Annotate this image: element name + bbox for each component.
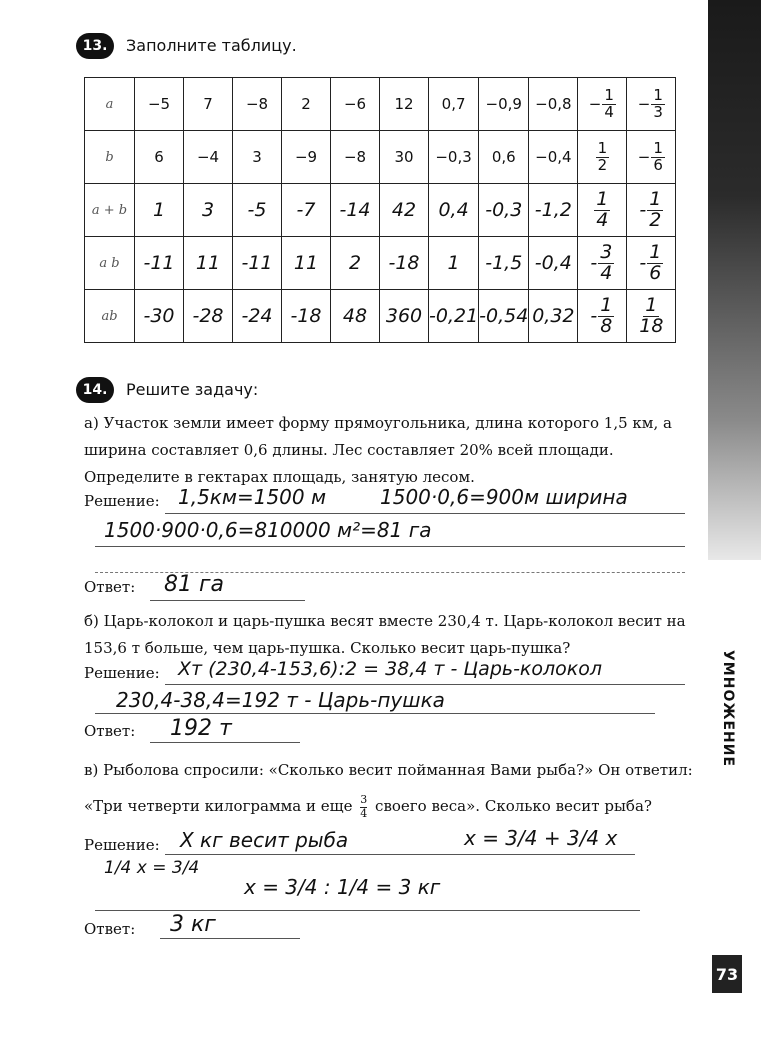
task-14c-rule-1 [165, 854, 635, 855]
task-14b-text: б) Царь-колокол и царь-пушка весят вместе 230,4 т. Царь-колокол весит на 153,6 т больше, чем царь-пушка. Сколько весит царь-пушка? [84, 612, 686, 657]
table-row [85, 131, 676, 184]
table-cell: -28 [184, 290, 233, 343]
task-14c-answer-rule [160, 938, 300, 939]
task-14c-rule-2 [95, 910, 640, 911]
table-cell: 7 [184, 78, 233, 131]
table-row [85, 78, 676, 131]
task-14c-answer-label: Ответ: [84, 920, 136, 938]
table-cell: 6 [135, 131, 184, 184]
fraction-sign: - [639, 252, 647, 274]
table-cell: 48 [331, 290, 380, 343]
task-13-heading: Заполните таблицу. [126, 36, 297, 55]
task-14a-rule-2 [95, 546, 685, 547]
task-14a-work-1b: 1500·0,6=900м ширина [380, 485, 628, 509]
task-14c-work-1a: Х кг весит рыба [180, 828, 349, 852]
task-14c-work-1b: х = 3/4 + 3/4 х [464, 826, 618, 850]
table-cell: −0,4 [529, 131, 578, 184]
fraction [647, 240, 663, 284]
table-cell: -11 [233, 237, 282, 290]
task-14b-answer-label: Ответ: [84, 722, 136, 740]
task-14c-text-part1: в) Рыболова спросили: «Сколько весит пойманная Вами рыба?» Он ответил: «Три четверти килограмма и еще [84, 761, 693, 815]
table-cell: -5 [233, 184, 282, 237]
table-cell: 1 [429, 237, 479, 290]
values-table [84, 77, 676, 343]
fraction-denominator: 4 [596, 208, 609, 231]
task-14c-fraction [360, 794, 367, 819]
fraction-numerator: 1 [596, 187, 609, 210]
task-14c-solution-label: Решение: [84, 836, 160, 854]
task-14c-text-part2: своего веса». Сколько весит рыба? [375, 797, 652, 815]
table-cell: 0,32 [529, 290, 578, 343]
fraction-numerator: 1 [649, 240, 662, 263]
chapter-tab [708, 0, 761, 560]
table-cell: -30 [135, 290, 184, 343]
table-cell [578, 290, 627, 343]
fraction [647, 187, 663, 231]
table-cell [627, 237, 676, 290]
fraction-numerator: 3 [600, 240, 613, 263]
row-header: a + b [85, 184, 135, 237]
table-cell: -18 [380, 237, 429, 290]
table-cell: -18 [282, 290, 331, 343]
table-cell: −9 [282, 131, 331, 184]
table-cell: -14 [331, 184, 380, 237]
table-cell: 1 [135, 184, 184, 237]
fraction-denominator: 4 [604, 102, 614, 121]
table-cell: 360 [380, 290, 429, 343]
fraction [594, 187, 610, 231]
table-cell: 11 [282, 237, 331, 290]
table-cell: −0,9 [479, 78, 529, 131]
task-14b-rule-1 [165, 684, 685, 685]
task-14-heading: Решите задачу: [126, 380, 259, 399]
fraction [637, 293, 665, 337]
table-cell [578, 184, 627, 237]
table-cell: 42 [380, 184, 429, 237]
table-cell: -1,2 [529, 184, 578, 237]
fraction-numerator: 1 [653, 85, 663, 104]
table-cell: −4 [184, 131, 233, 184]
table-cell: −6 [331, 78, 380, 131]
fraction-numerator: 1 [653, 138, 663, 157]
fraction-denominator: 2 [597, 155, 608, 174]
table-cell: −0,8 [529, 78, 578, 131]
fraction-numerator: 1 [600, 293, 613, 316]
table-cell: 0,6 [479, 131, 529, 184]
table-row [85, 184, 676, 237]
table-cell: 0,4 [429, 184, 479, 237]
fraction [598, 240, 614, 284]
row-header: ab [85, 290, 135, 343]
task-14b-answer-rule [150, 742, 300, 743]
fraction [602, 85, 616, 121]
task-14c-work-2: 1/4 х = 3/4 [104, 858, 200, 878]
table-row [85, 237, 676, 290]
table-cell [578, 237, 627, 290]
fraction-numerator: 1 [597, 138, 608, 157]
fraction [651, 138, 665, 174]
table-cell: -0,3 [479, 184, 529, 237]
page-number: 73 [712, 955, 742, 993]
task-14c-frac-num: 3 [360, 793, 368, 807]
task-14a-answer: 81 га [164, 572, 225, 597]
fraction-numerator: 1 [645, 293, 658, 316]
task-14b-rule-2 [95, 713, 655, 714]
section-title: УМНОЖЕНИЕ [720, 650, 736, 768]
task-14c-text [84, 752, 694, 824]
table-cell [627, 290, 676, 343]
table-cell: -0,54 [479, 290, 529, 343]
task-13-badge: 13. [76, 33, 114, 59]
task-14a-answer-label: Ответ: [84, 578, 136, 596]
row-header: a [85, 78, 135, 131]
table-cell [627, 78, 676, 131]
fraction-sign: − [588, 95, 602, 113]
fraction-sign: − [637, 148, 651, 166]
table-cell: -11 [135, 237, 184, 290]
fraction-sign: - [590, 252, 598, 274]
table-cell: −8 [331, 131, 380, 184]
table-cell: -7 [282, 184, 331, 237]
table-cell: 11 [184, 237, 233, 290]
table-cell [627, 131, 676, 184]
task-14b-solution-label: Решение: [84, 664, 160, 682]
fraction-numerator: 1 [649, 187, 662, 210]
fraction [598, 293, 614, 337]
task-14b-work-2: 230,4-38,4=192 т - Царь-пушка [116, 688, 445, 712]
fraction-denominator: 8 [600, 314, 613, 337]
table-cell: −5 [135, 78, 184, 131]
table-cell: 3 [184, 184, 233, 237]
fraction-sign: - [590, 305, 598, 327]
table-cell: 0,7 [429, 78, 479, 131]
task-14c-work-3: х = 3/4 : 1/4 = 3 кг [244, 875, 441, 899]
table-cell: 12 [380, 78, 429, 131]
table-cell: -0,21 [429, 290, 479, 343]
fraction-sign: − [637, 95, 651, 113]
table-cell: 2 [282, 78, 331, 131]
task-14-badge: 14. [76, 377, 114, 403]
table-row [85, 290, 676, 343]
task-14a-rule-1 [165, 513, 685, 514]
fraction-numerator: 1 [604, 85, 614, 104]
fraction-denominator: 2 [649, 208, 662, 231]
table-cell: −0,3 [429, 131, 479, 184]
fraction-sign: - [639, 199, 647, 221]
task-14a-work-2: 1500·900·0,6=810000 м²=81 га [104, 518, 432, 542]
table-cell: −8 [233, 78, 282, 131]
table-cell: 30 [380, 131, 429, 184]
table-cell: -0,4 [529, 237, 578, 290]
task-14c-answer: 3 кг [170, 912, 216, 937]
task-14a-answer-rule [150, 600, 305, 601]
fraction-denominator: 6 [649, 261, 662, 284]
task-14b-answer: 192 т [170, 716, 232, 741]
row-header: b [85, 131, 135, 184]
task-14a-work-1a: 1,5км=1500 м [178, 485, 327, 509]
fraction-denominator: 6 [653, 155, 663, 174]
table-cell [578, 131, 627, 184]
row-header: a b [85, 237, 135, 290]
fraction [651, 85, 665, 121]
task-14b-work-1: Хт (230,4-153,6):2 = 38,4 т - Царь-колокол [178, 658, 603, 680]
table-cell [627, 184, 676, 237]
fraction-denominator: 4 [600, 261, 613, 284]
fraction-denominator: 3 [653, 102, 663, 121]
table-cell: -1,5 [479, 237, 529, 290]
table-cell: 3 [233, 131, 282, 184]
table-cell: -24 [233, 290, 282, 343]
table-cell: 2 [331, 237, 380, 290]
table-cell [578, 78, 627, 131]
task-14c-frac-den: 4 [360, 806, 368, 820]
fraction [596, 138, 610, 174]
fraction-denominator: 18 [639, 314, 664, 337]
task-14a-solution-label: Решение: [84, 492, 160, 510]
task-14a-text: а) Участок земли имеет форму прямоугольника, длина которого 1,5 км, а ширина составляет 0,6 длины. Лес составляет 20% всей площади. Определите в гектарах площадь, занятую лесом. [84, 414, 672, 486]
